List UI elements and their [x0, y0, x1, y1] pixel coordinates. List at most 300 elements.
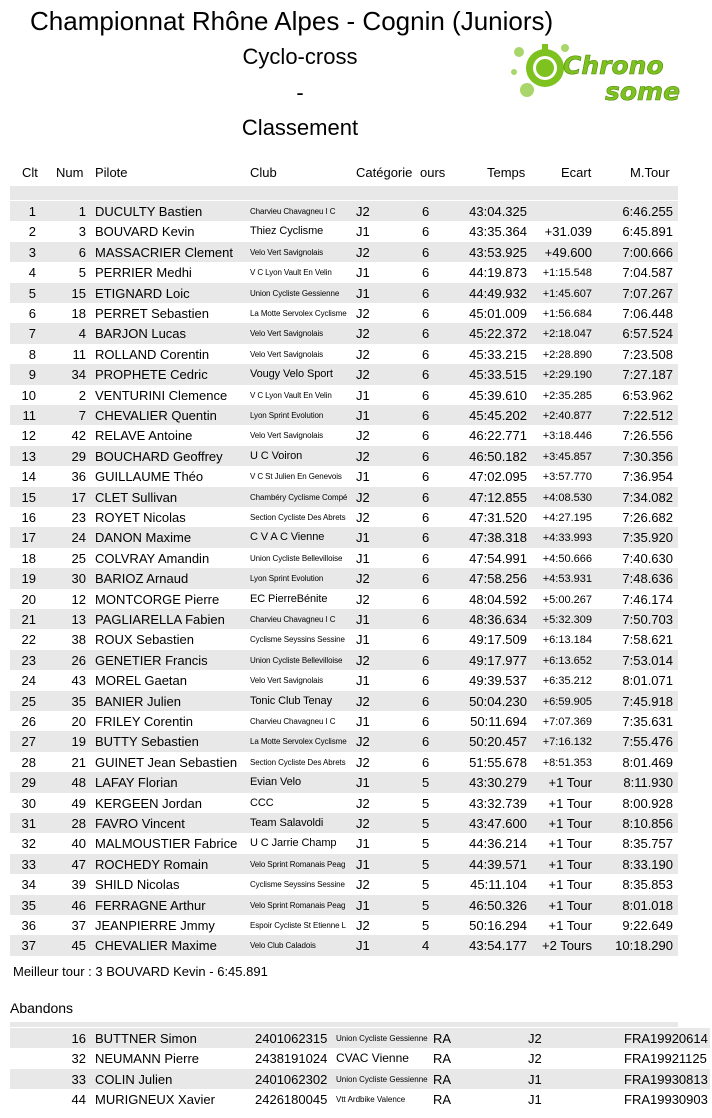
rider-name-cell: GUILLAUME Théo — [95, 469, 204, 485]
rank-cell: 13 — [21, 448, 36, 464]
best-lap-cell: 8:01.018 — [622, 897, 673, 913]
laps-cell: 6 — [422, 754, 430, 770]
rank-cell: 37 — [21, 938, 36, 954]
table-row — [10, 670, 678, 690]
gap-cell: +1 Tour — [548, 836, 592, 852]
gap-cell: +4:53.931 — [542, 573, 592, 586]
gap-cell: +4:50.666 — [542, 552, 592, 565]
club-cell: Velo Sprint Romanais Peag — [250, 900, 346, 910]
laps-cell: 6 — [422, 489, 430, 505]
rank-cell: 21 — [21, 612, 36, 627]
best-lap-cell: 7:26.556 — [622, 428, 673, 444]
gap-cell: +1 Tour — [548, 856, 592, 872]
rank-cell: 33 — [21, 856, 36, 872]
best-lap-cell: 8:35.853 — [622, 877, 673, 893]
rank-cell: 10 — [21, 387, 36, 403]
rider-name-cell: MOREL Gaetan — [95, 673, 188, 689]
bib-number-cell: 34 — [71, 367, 86, 383]
col-header-categorie: Catégorie — [356, 165, 413, 180]
time-cell: 50:16.294 — [469, 918, 527, 933]
gap-cell: +1 Tour — [548, 795, 592, 811]
club-cell: Velo Vert Savignolais — [250, 431, 324, 441]
uci-code-cell: FRA19930813 — [624, 1071, 708, 1087]
laps-cell: 5 — [422, 918, 430, 933]
rank-cell: 32 — [21, 836, 36, 852]
club-cell: Section Cycliste Des Abrets — [250, 513, 346, 522]
rank-cell: 23 — [21, 652, 36, 668]
best-lap-cell: 7:40.630 — [622, 550, 673, 566]
gap-cell: +2:18.047 — [542, 328, 592, 341]
abandon-row — [10, 1028, 710, 1048]
time-cell: 43:47.600 — [469, 816, 527, 831]
laps-cell: 6 — [422, 285, 430, 301]
time-cell: 47:38.318 — [469, 530, 527, 546]
best-lap-cell: 7:46.174 — [622, 591, 673, 607]
best-lap-cell: 7:30.356 — [622, 448, 673, 464]
club-cell: Velo Vert Savignolais — [250, 247, 324, 257]
club-cell: Charvieu Chavagneu I C — [250, 615, 336, 624]
laps-cell: 6 — [422, 510, 430, 525]
club-cell: Union Cycliste Bellevilloise — [250, 553, 343, 563]
category-cell: J1 — [528, 1092, 542, 1108]
time-cell: 51:55.678 — [469, 754, 527, 770]
rider-name-cell: CHEVALIER Maxime — [95, 938, 217, 954]
rider-name-cell: FRILEY Corentin — [95, 714, 194, 729]
rider-name-cell: PROPHETE Cedric — [95, 367, 208, 383]
rider-name-cell: COLIN Julien — [95, 1071, 173, 1087]
gap-cell: +1 Tour — [548, 816, 592, 831]
club-cell: Union Cycliste Gessienne — [336, 1074, 428, 1084]
bib-number-cell: 47 — [71, 856, 86, 872]
bib-number-cell: 3 — [78, 224, 86, 240]
club-cell: Evian Velo — [250, 776, 301, 789]
chronosome-logo — [505, 38, 680, 106]
gap-cell: +1 Tour — [548, 877, 592, 893]
laps-cell: 6 — [422, 714, 430, 729]
club-cell: Vtt Ardbike Valence — [336, 1095, 406, 1105]
table-row — [10, 323, 678, 343]
table-row — [10, 548, 678, 568]
laps-cell: 6 — [422, 204, 430, 219]
table-row — [10, 466, 678, 486]
bib-number-cell: 2 — [78, 387, 86, 403]
category-cell: J1 — [356, 387, 370, 403]
category-cell: J1 — [356, 632, 370, 648]
bib-number-cell: 26 — [71, 652, 86, 668]
rider-name-cell: RELAVE Antoine — [95, 428, 193, 444]
stopwatch-logo-icon — [505, 38, 680, 106]
status-cell: RA — [433, 1051, 452, 1067]
gap-cell: +49.600 — [544, 244, 592, 260]
best-lap-cell: 6:53.962 — [622, 387, 673, 403]
header-separator-bar — [10, 186, 678, 200]
gap-cell: +6:13.652 — [542, 654, 592, 667]
club-cell: Velo Vert Savignolais — [250, 349, 324, 359]
time-cell: 43:54.177 — [469, 938, 527, 954]
time-cell: 47:02.095 — [469, 469, 527, 485]
gap-cell: +5:00.267 — [542, 593, 592, 606]
club-cell: Team Salavoldi — [250, 817, 324, 829]
bib-number-cell: 24 — [71, 530, 86, 546]
club-cell: Velo Vert Savignolais — [250, 676, 324, 686]
svg-text:Chrono: Chrono — [563, 51, 664, 80]
bib-number-cell: 21 — [71, 754, 86, 770]
category-cell: J2 — [356, 734, 370, 750]
bib-number-cell: 48 — [71, 775, 86, 791]
abandon-row — [10, 1048, 710, 1068]
gap-cell: +6:59.905 — [542, 695, 592, 708]
table-row — [10, 364, 678, 384]
laps-cell: 5 — [422, 877, 430, 893]
gap-cell: +2:35.285 — [542, 389, 592, 402]
laps-cell: 6 — [422, 387, 430, 403]
rank-cell: 3 — [28, 244, 36, 260]
rank-cell: 12 — [21, 428, 36, 444]
best-lap-cell: 6:45.891 — [622, 224, 673, 240]
table-row — [10, 405, 678, 425]
bib-number-cell: 38 — [71, 632, 86, 648]
best-lap-cell: 7:55.476 — [622, 734, 673, 750]
bib-number-cell: 29 — [71, 448, 86, 464]
time-cell: 49:17.509 — [469, 632, 527, 648]
table-row — [10, 833, 678, 853]
laps-cell: 6 — [422, 306, 430, 321]
category-cell: J1 — [356, 530, 370, 546]
bib-number-cell: 13 — [71, 612, 86, 627]
category-cell: J2 — [356, 795, 370, 811]
best-lap-cell: 7:26.682 — [622, 510, 673, 525]
best-lap-cell: 7:35.920 — [622, 530, 673, 546]
best-lap-cell: 7:36.954 — [622, 469, 673, 485]
club-cell: Charvieu Chavagneu I C — [250, 207, 336, 216]
rank-cell: 4 — [28, 265, 36, 281]
gap-cell: +2:40.877 — [542, 410, 592, 422]
best-lap-cell: 7:48.636 — [622, 571, 673, 587]
club-cell: Lyon Sprint Evolution — [250, 574, 324, 584]
table-row — [10, 854, 678, 874]
rank-cell: 35 — [21, 897, 36, 913]
rank-cell: 34 — [21, 877, 36, 893]
rank-cell: 28 — [21, 754, 36, 770]
time-cell: 44:19.873 — [469, 265, 527, 281]
table-row — [10, 793, 678, 813]
bib-number-cell: 11 — [72, 346, 86, 362]
table-row — [10, 262, 678, 282]
category-cell: J2 — [528, 1031, 542, 1046]
club-cell: U C Jarrie Champ — [250, 837, 337, 850]
rank-cell: 5 — [28, 285, 36, 301]
table-row — [10, 527, 678, 547]
col-header-temps: Temps — [487, 165, 526, 180]
category-cell: J2 — [356, 204, 370, 219]
abandons-separator-bar — [10, 1022, 678, 1027]
club-cell: Cyclisme Seyssins Sessine — [250, 880, 345, 890]
rider-name-cell: LAFAY Florian — [95, 775, 178, 791]
table-row — [10, 283, 678, 303]
gap-cell: +31.039 — [544, 224, 592, 240]
uci-code-cell: FRA19920614 — [624, 1031, 708, 1046]
club-cell: Chambéry Cyclisme Compé — [250, 492, 348, 502]
gap-cell: +4:27.195 — [542, 512, 592, 524]
table-row — [10, 221, 678, 241]
category-cell: J2 — [356, 489, 370, 505]
laps-cell: 6 — [422, 244, 430, 260]
table-row — [10, 935, 678, 955]
rider-name-cell: MASSACRIER Clement — [95, 244, 233, 260]
category-cell: J2 — [528, 1051, 542, 1067]
gap-cell: +7:16.132 — [542, 736, 592, 749]
table-row — [10, 772, 678, 792]
best-lap-cell: 7:00.666 — [622, 244, 673, 260]
club-cell: U C Voiron — [250, 449, 303, 462]
rank-cell: 36 — [21, 918, 36, 933]
category-cell: J1 — [356, 836, 370, 852]
club-cell: Thiez Cyclisme — [250, 225, 324, 238]
best-lap-cell: 6:46.255 — [622, 204, 673, 219]
gap-cell: +3:45.857 — [542, 450, 592, 463]
rider-name-cell: BUTTNER Simon — [95, 1031, 197, 1046]
category-cell: J2 — [356, 591, 370, 607]
laps-cell: 6 — [422, 367, 430, 383]
club-cell: EC PierreBénite — [250, 592, 328, 605]
time-cell: 45:33.515 — [469, 367, 527, 383]
table-row — [10, 568, 678, 588]
laps-cell: 6 — [422, 652, 430, 668]
rider-name-cell: JEANPIERRE Jmmy — [95, 918, 215, 933]
rank-cell: 25 — [21, 693, 36, 709]
laps-cell: 6 — [422, 224, 430, 240]
status-cell: RA — [433, 1031, 452, 1046]
time-cell: 43:32.739 — [469, 795, 527, 811]
category-cell: J1 — [528, 1071, 542, 1087]
rider-name-cell: ROCHEDY Romain — [95, 856, 209, 872]
rank-cell: 7 — [28, 326, 36, 342]
bib-number-cell: 37 — [71, 918, 86, 933]
best-lap-cell: 8:33.190 — [622, 856, 673, 872]
laps-cell: 6 — [422, 693, 430, 709]
rank-cell: 26 — [21, 714, 36, 729]
category-cell: J2 — [356, 918, 370, 933]
rank-cell: 30 — [21, 795, 36, 811]
rider-name-cell: MALMOUSTIER Fabrice — [95, 836, 238, 852]
time-cell: 43:04.325 — [469, 204, 527, 219]
col-header-pilote: Pilote — [95, 165, 128, 180]
category-cell: J1 — [356, 673, 370, 689]
table-row — [10, 344, 678, 364]
rider-name-cell: FERRAGNE Arthur — [95, 897, 206, 913]
time-cell: 43:30.279 — [469, 775, 527, 791]
rider-name-cell: BARIOZ Arnaud — [95, 571, 189, 587]
bib-number-cell: 40 — [71, 836, 86, 852]
category-cell: J1 — [356, 897, 370, 913]
rider-name-cell: DANON Maxime — [95, 530, 192, 546]
table-row — [10, 507, 678, 527]
category-cell: J2 — [356, 346, 370, 362]
category-cell: J1 — [356, 285, 370, 301]
category-cell: J1 — [356, 714, 370, 729]
category-cell: J2 — [356, 244, 370, 260]
rank-cell: 2 — [28, 224, 36, 240]
time-cell: 45:45.202 — [469, 408, 527, 423]
gap-cell: +7:07.369 — [542, 716, 592, 728]
category-cell: J1 — [356, 938, 370, 954]
best-lap-cell: 10:18.290 — [615, 938, 673, 954]
bib-number-cell: 15 — [71, 285, 86, 301]
rider-name-cell: BOUCHARD Geoffrey — [95, 448, 223, 464]
club-cell: V C St Julien En Genevois — [250, 472, 342, 482]
rider-name-cell: PAGLIARELLA Fabien — [95, 612, 225, 627]
time-cell: 48:04.592 — [469, 591, 527, 607]
gap-cell: +1 Tour — [548, 918, 592, 933]
gap-cell: +1:56.684 — [542, 308, 592, 320]
rank-cell: 16 — [21, 510, 36, 525]
rider-name-cell: COLVRAY Amandin — [95, 550, 210, 566]
col-header-tours: ours — [420, 165, 446, 180]
gap-cell: +3:18.446 — [542, 430, 592, 443]
rider-name-cell: BANIER Julien — [95, 693, 181, 709]
best-lap-cell: 8:35.757 — [622, 836, 673, 852]
club-cell: La Motte Servolex Cyclisme — [250, 309, 347, 318]
club-cell: Union Cycliste Gessienne — [250, 288, 340, 298]
category-cell: J1 — [356, 775, 370, 791]
bib-number-cell: 20 — [71, 714, 86, 729]
club-cell: Vougy Velo Sport — [250, 368, 333, 381]
rank-cell: 8 — [28, 346, 36, 362]
club-cell: Velo Club Caladois — [250, 941, 316, 951]
time-cell: 50:04.230 — [469, 693, 527, 709]
category-cell: J1 — [356, 469, 370, 485]
rank-cell: 31 — [21, 816, 36, 831]
laps-cell: 6 — [422, 550, 430, 566]
club-cell: La Motte Servolex Cyclisme — [250, 737, 347, 747]
table-row — [10, 752, 678, 772]
time-cell: 49:17.977 — [469, 652, 527, 668]
laps-cell: 6 — [422, 591, 430, 607]
laps-cell: 6 — [422, 632, 430, 648]
laps-cell: 6 — [422, 469, 430, 485]
best-lap-cell: 7:45.918 — [622, 693, 673, 709]
table-row — [10, 915, 678, 935]
time-cell: 44:49.932 — [469, 285, 527, 301]
club-cell: Section Cycliste Des Abrets — [250, 757, 346, 767]
best-lap-cell: 7:58.621 — [622, 632, 673, 648]
category-cell: J2 — [356, 428, 370, 444]
club-cell: CVAC Vienne — [336, 1051, 409, 1066]
laps-cell: 6 — [422, 346, 430, 362]
bib-number-cell: 25 — [71, 550, 86, 566]
bib-number-cell: 6 — [78, 244, 86, 260]
club-cell: Union Cycliste Bellevilloise — [250, 655, 343, 665]
club-cell: Tonic Club Tenay — [250, 694, 332, 707]
bib-number-cell: 44 — [71, 1092, 86, 1108]
rider-name-cell: FAVRO Vincent — [95, 816, 185, 831]
club-cell: Velo Sprint Romanais Peag — [250, 859, 346, 869]
category-cell: J1 — [356, 408, 370, 423]
time-cell: 50:11.694 — [470, 714, 527, 729]
best-lap-cell: 8:01.071 — [622, 673, 673, 689]
laps-cell: 5 — [422, 836, 430, 852]
rank-cell: 1 — [28, 204, 36, 219]
bib-number-cell: 39 — [71, 877, 86, 893]
category-cell: J1 — [356, 265, 370, 281]
licence-cell: 2426180045 — [255, 1092, 328, 1108]
bib-number-cell: 35 — [71, 693, 86, 709]
time-cell: 46:22.771 — [469, 428, 527, 444]
uci-code-cell: FRA19921125 — [624, 1051, 707, 1067]
laps-cell: 4 — [422, 938, 430, 954]
bib-number-cell: 46 — [71, 897, 86, 913]
best-lap-cell: 7:50.703 — [622, 612, 673, 627]
bib-number-cell: 45 — [71, 938, 86, 954]
col-header-mtour: M.Tour — [630, 165, 670, 180]
rider-name-cell: NEUMANN Pierre — [95, 1051, 200, 1067]
abandon-row — [10, 1089, 710, 1109]
table-row — [10, 711, 678, 731]
time-cell: 49:39.537 — [469, 673, 527, 689]
gap-cell: +4:33.993 — [542, 532, 592, 545]
best-lap-cell: 7:07.267 — [622, 285, 673, 301]
laps-cell: 6 — [422, 428, 430, 444]
table-row — [10, 446, 678, 466]
best-lap-cell: 7:23.508 — [622, 346, 673, 362]
abandon-row — [10, 1069, 710, 1089]
club-cell: Velo Vert Savignolais — [250, 329, 324, 339]
category-cell: J1 — [356, 612, 370, 627]
table-row — [10, 691, 678, 711]
club-cell: V C Lyon Vault En Velin — [250, 268, 332, 278]
table-row — [10, 201, 678, 221]
bib-number-cell: 23 — [71, 510, 86, 525]
laps-cell: 6 — [422, 734, 430, 750]
uci-code-cell: FRA19930903 — [624, 1092, 708, 1108]
table-row — [10, 813, 678, 833]
rider-name-cell: GUINET Jean Sebastien — [95, 754, 238, 770]
abandons-title: Abandons — [10, 1000, 74, 1016]
category-cell: J2 — [356, 571, 370, 587]
rider-name-cell: PERRIER Medhi — [95, 265, 192, 281]
club-cell: V C Lyon Vault En Velin — [250, 390, 332, 400]
category-cell: J2 — [356, 448, 370, 464]
bib-number-cell: 18 — [71, 306, 86, 321]
category-cell: J2 — [356, 693, 370, 709]
bib-number-cell: 33 — [71, 1071, 86, 1087]
gap-cell: +1:45.607 — [542, 287, 592, 300]
category-cell: J2 — [356, 306, 370, 321]
laps-cell: 5 — [422, 795, 430, 811]
category-cell: J1 — [356, 856, 370, 872]
time-cell: 46:50.182 — [469, 448, 527, 464]
rider-name-cell: DUCULTY Bastien — [95, 204, 203, 219]
best-lap-cell: 8:10.856 — [622, 816, 673, 831]
club-cell: Union Cycliste Gessienne — [336, 1034, 428, 1043]
rider-name-cell: MURIGNEUX Xavier — [95, 1092, 215, 1108]
rider-name-cell: ROYET Nicolas — [95, 510, 186, 525]
time-cell: 47:54.991 — [469, 550, 527, 566]
best-lap-cell: 7:34.082 — [622, 489, 673, 505]
rider-name-cell: ROUX Sebastien — [95, 632, 194, 648]
rank-cell: 19 — [21, 571, 36, 587]
bib-number-cell: 17 — [71, 489, 86, 505]
bib-number-cell: 16 — [71, 1031, 86, 1046]
rider-name-cell: SHILD Nicolas — [95, 877, 180, 893]
laps-cell: 5 — [422, 816, 430, 831]
rider-name-cell: KERGEEN Jordan — [95, 795, 202, 811]
bib-number-cell: 36 — [71, 469, 86, 485]
time-cell: 48:36.634 — [469, 612, 527, 627]
gap-cell: +2 Tours — [542, 938, 592, 954]
category-cell: J2 — [356, 326, 370, 342]
club-cell: CCC — [250, 796, 274, 809]
